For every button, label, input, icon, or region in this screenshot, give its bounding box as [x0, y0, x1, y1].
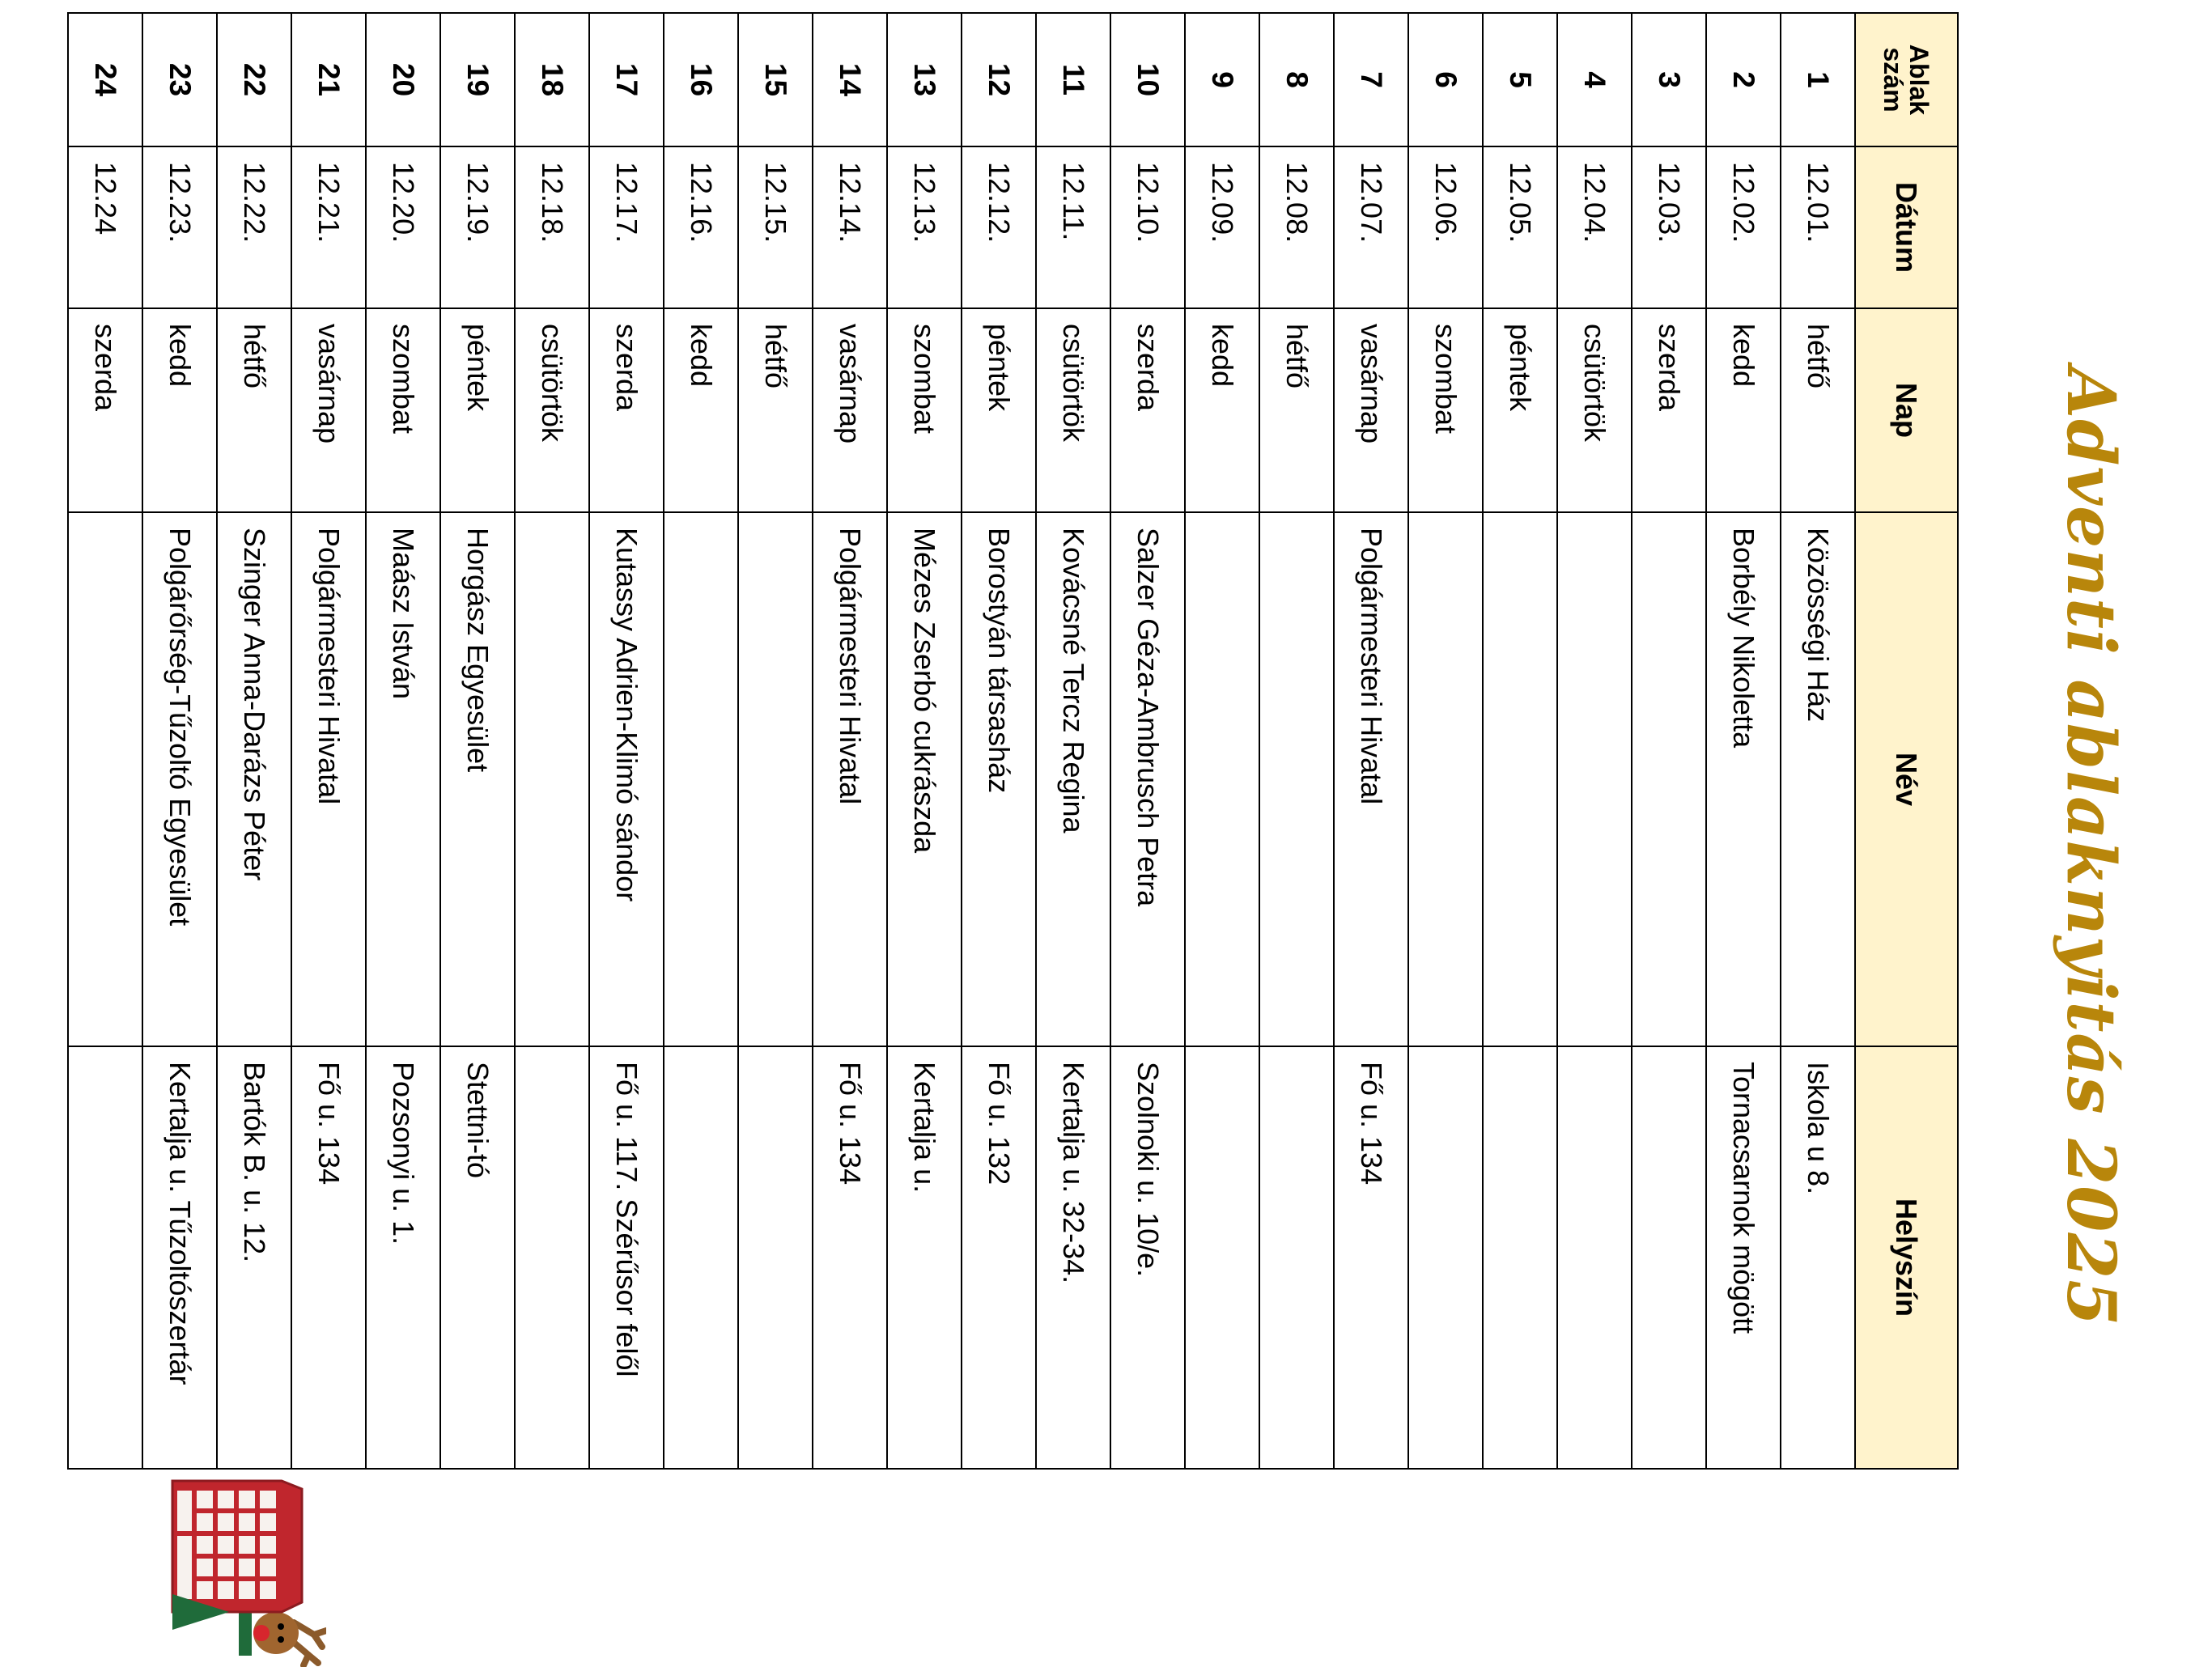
cell-datum: 12.02. — [1706, 146, 1781, 308]
cell-nap: szerda — [1632, 308, 1706, 512]
header-row — [1855, 13, 1958, 1469]
cell-helyszin — [1483, 1046, 1557, 1469]
cell-nap: kedd — [1706, 308, 1781, 512]
cell-datum: 12.06. — [1408, 146, 1483, 308]
cell-datum: 12.05. — [1483, 146, 1557, 308]
page-title: Adventi ablaknyitás 2025 — [2052, 367, 2129, 1327]
table-row — [1781, 13, 1855, 1469]
cell-nap: csütörtök — [1557, 308, 1632, 512]
cell-ablak-szam: 21 — [291, 13, 366, 146]
cell-nap: szombat — [1408, 308, 1483, 512]
cell-nap: hétfő — [1259, 308, 1334, 512]
cell-datum: 12.12. — [962, 146, 1036, 308]
cell-ablak-szam: 20 — [366, 13, 440, 146]
table-row — [1334, 13, 1408, 1469]
cell-datum: 12.15. — [738, 146, 813, 308]
cell-nap: hétfő — [217, 308, 291, 512]
cell-nev: Borostyán társasház — [962, 512, 1036, 1046]
cell-nev: Maász István — [366, 512, 440, 1046]
table-row — [887, 13, 962, 1469]
cell-ablak-szam: 9 — [1185, 13, 1259, 146]
cell-nap: szerda — [68, 308, 142, 512]
cell-ablak-szam: 4 — [1557, 13, 1632, 146]
table-row — [664, 13, 738, 1469]
cell-ablak-szam: 22 — [217, 13, 291, 146]
cell-nap: szerda — [589, 308, 664, 512]
cell-datum: 12.24 — [68, 146, 142, 308]
cell-nap: péntek — [1483, 308, 1557, 512]
cell-helyszin: Fő u. 132 — [962, 1046, 1036, 1469]
table-row — [366, 13, 440, 1469]
cell-datum: 12.10. — [1110, 146, 1185, 308]
table-row — [1557, 13, 1632, 1469]
cell-nev: Közösségi Ház — [1781, 512, 1855, 1046]
cell-ablak-szam: 3 — [1632, 13, 1706, 146]
table-row — [440, 13, 515, 1469]
cell-nev: Polgármesteri Hivatal — [291, 512, 366, 1046]
table-row — [1408, 13, 1483, 1469]
schedule-table — [67, 12, 1959, 1470]
cell-ablak-szam: 7 — [1334, 13, 1408, 146]
cell-ablak-szam: 13 — [887, 13, 962, 146]
cell-helyszin: Kertalja u. 32-34. — [1036, 1046, 1110, 1469]
cell-nev: Horgász Egyesület — [440, 512, 515, 1046]
cell-helyszin: Fő u. 134 — [813, 1046, 887, 1469]
cell-nev: Szinger Anna-Darázs Péter — [217, 512, 291, 1046]
header-datum: Dátum — [1855, 146, 1958, 308]
cell-nap: kedd — [1185, 308, 1259, 512]
cell-helyszin — [68, 1046, 142, 1469]
cell-nev: Polgármesteri Hivatal — [1334, 512, 1408, 1046]
cell-datum: 12.08. — [1259, 146, 1334, 308]
cell-nap: vasárnap — [1334, 308, 1408, 512]
table-row — [291, 13, 366, 1469]
cell-nap: vasárnap — [291, 308, 366, 512]
cell-helyszin: Pozsonyi u. 1. — [366, 1046, 440, 1469]
cell-ablak-szam: 1 — [1781, 13, 1855, 146]
cell-helyszin — [1259, 1046, 1334, 1469]
cell-nev: Mézes Zserbó cukrászda — [887, 512, 962, 1046]
cell-datum: 12.14. — [813, 146, 887, 308]
table-row — [217, 13, 291, 1469]
cell-nap: kedd — [142, 308, 217, 512]
table-row — [962, 13, 1036, 1469]
cell-helyszin: Fő u. 134 — [1334, 1046, 1408, 1469]
cell-ablak-szam: 23 — [142, 13, 217, 146]
cell-helyszin — [1632, 1046, 1706, 1469]
cell-helyszin: Szolnoki u. 10/e. — [1110, 1046, 1185, 1469]
cell-nap: csütörtök — [1036, 308, 1110, 512]
cell-datum: 12.01. — [1781, 146, 1855, 308]
cell-datum: 12.04. — [1557, 146, 1632, 308]
cell-ablak-szam: 11 — [1036, 13, 1110, 146]
schedule-table-wrap — [67, 12, 1959, 1470]
cell-datum: 12.20. — [366, 146, 440, 308]
cell-ablak-szam: 5 — [1483, 13, 1557, 146]
cell-nap: kedd — [664, 308, 738, 512]
cell-ablak-szam: 19 — [440, 13, 515, 146]
cell-helyszin: Tornacsarnok mögött — [1706, 1046, 1781, 1469]
table-row — [1259, 13, 1334, 1469]
cell-ablak-szam: 10 — [1110, 13, 1185, 146]
cell-nev: Polgármesteri Hivatal — [813, 512, 887, 1046]
cell-nap: péntek — [440, 308, 515, 512]
cell-helyszin: Kertalja u. — [887, 1046, 962, 1469]
cell-datum: 12.19. — [440, 146, 515, 308]
cell-helyszin: Fő u. 117. Szérűsor felől — [589, 1046, 664, 1469]
cell-nev — [1632, 512, 1706, 1046]
cell-nev: Salzer Géza-Ambrusch Petra — [1110, 512, 1185, 1046]
cell-nev: Borbély Nikoletta — [1706, 512, 1781, 1046]
cell-helyszin — [1185, 1046, 1259, 1469]
cell-nap: csütörtök — [515, 308, 589, 512]
cell-datum: 12.22. — [217, 146, 291, 308]
cell-nap: vasárnap — [813, 308, 887, 512]
cell-datum: 12.13. — [887, 146, 962, 308]
advent-calendar-reindeer-icon — [164, 1473, 326, 1667]
cell-nev — [1408, 512, 1483, 1046]
cell-helyszin — [1408, 1046, 1483, 1469]
cell-helyszin — [515, 1046, 589, 1469]
table-row — [738, 13, 813, 1469]
cell-nev — [515, 512, 589, 1046]
cell-nev: Polgárőrség-Tűzoltó Egyesület — [142, 512, 217, 1046]
table-body — [68, 13, 1855, 1469]
cell-nev — [738, 512, 813, 1046]
table-row — [1706, 13, 1781, 1469]
cell-ablak-szam: 24 — [68, 13, 142, 146]
cell-ablak-szam: 6 — [1408, 13, 1483, 146]
table-row — [1036, 13, 1110, 1469]
cell-nap: szombat — [887, 308, 962, 512]
cell-nap: péntek — [962, 308, 1036, 512]
cell-nev: Kovácsné Tercz Regina — [1036, 512, 1110, 1046]
cell-nev — [1557, 512, 1632, 1046]
table-row — [1483, 13, 1557, 1469]
cell-datum: 12.07. — [1334, 146, 1408, 308]
cell-ablak-szam: 2 — [1706, 13, 1781, 146]
cell-helyszin: Kertalja u. Tűzoltószertár — [142, 1046, 217, 1469]
cell-helyszin: Stettni-tó — [440, 1046, 515, 1469]
cell-datum: 12.17. — [589, 146, 664, 308]
cell-ablak-szam: 18 — [515, 13, 589, 146]
cell-helyszin — [738, 1046, 813, 1469]
table-row — [813, 13, 887, 1469]
cell-ablak-szam: 14 — [813, 13, 887, 146]
header-ablak-szam: Ablak szám — [1855, 13, 1958, 146]
cell-datum: 12.11. — [1036, 146, 1110, 308]
cell-nap: szombat — [366, 308, 440, 512]
cell-nap: szerda — [1110, 308, 1185, 512]
cell-nap: hétfő — [1781, 308, 1855, 512]
table-row — [515, 13, 589, 1469]
table-row — [589, 13, 664, 1469]
cell-datum: 12.09. — [1185, 146, 1259, 308]
cell-datum: 12.03. — [1632, 146, 1706, 308]
header-helyszin: Helyszín — [1855, 1046, 1958, 1469]
cell-ablak-szam: 15 — [738, 13, 813, 146]
table-row — [1110, 13, 1185, 1469]
table-row — [1632, 13, 1706, 1469]
table-row — [142, 13, 217, 1469]
cell-datum: 12.18. — [515, 146, 589, 308]
cell-ablak-szam: 12 — [962, 13, 1036, 146]
cell-datum: 12.23. — [142, 146, 217, 308]
cell-datum: 12.21. — [291, 146, 366, 308]
header-nap: Nap — [1855, 308, 1958, 512]
cell-nev: Kutassy Adrien-Klimó sándor — [589, 512, 664, 1046]
header-nev: Név — [1855, 512, 1958, 1046]
cell-nap: hétfő — [738, 308, 813, 512]
cell-helyszin: Fő u. 134 — [291, 1046, 366, 1469]
cell-helyszin: Iskola u 8. — [1781, 1046, 1855, 1469]
cell-nev — [664, 512, 738, 1046]
cell-helyszin — [664, 1046, 738, 1469]
cell-ablak-szam: 16 — [664, 13, 738, 146]
cell-helyszin — [1557, 1046, 1632, 1469]
cell-nev — [1483, 512, 1557, 1046]
cell-nev — [1185, 512, 1259, 1046]
table-row — [1185, 13, 1259, 1469]
cell-helyszin: Bartók B. u. 12. — [217, 1046, 291, 1469]
cell-nev — [1259, 512, 1334, 1046]
cell-ablak-szam: 8 — [1259, 13, 1334, 146]
table-row — [68, 13, 142, 1469]
cell-ablak-szam: 17 — [589, 13, 664, 146]
cell-datum: 12.16. — [664, 146, 738, 308]
cell-nev — [68, 512, 142, 1046]
